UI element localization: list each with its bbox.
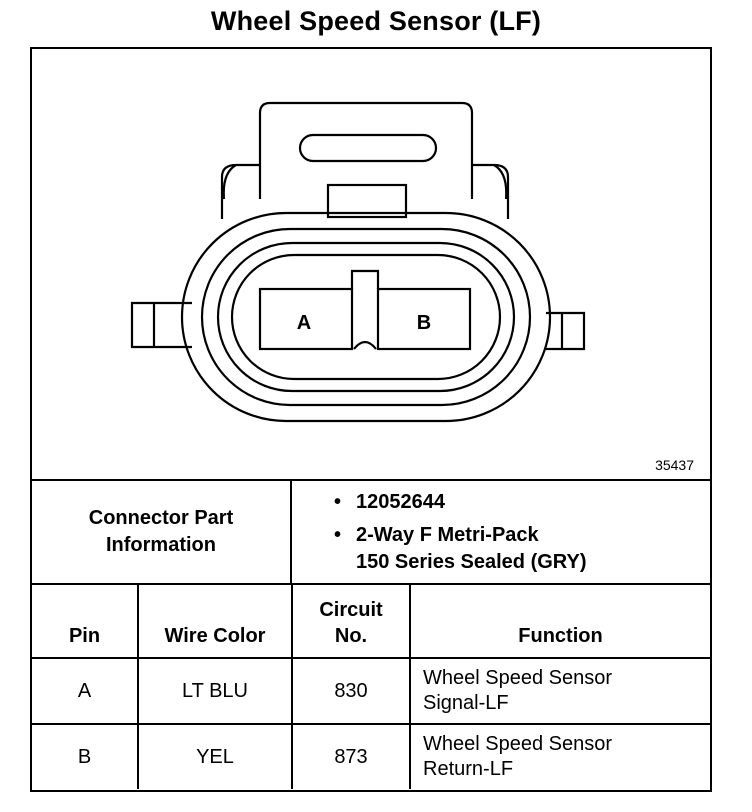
connector-face-drawing — [32, 49, 710, 479]
center-key — [352, 271, 378, 349]
connector-info-label — [32, 481, 292, 583]
connector-info-label-line1: Connector Part — [88, 507, 234, 529]
page-title: Wheel Speed Sensor (LF) — [210, 6, 542, 36]
table-row — [32, 658, 710, 724]
function-line1: Wheel Speed Sensor — [423, 733, 613, 755]
pin-label-a: A — [296, 312, 312, 334]
part-number-item — [334, 489, 587, 516]
cell-wire-color: LT BLU — [138, 658, 292, 724]
connector-description-line2: 150 Series Sealed (GRY) — [356, 551, 587, 573]
cell-function — [410, 658, 710, 724]
function-line2: Return-LF — [423, 758, 514, 780]
connector-shoulder — [222, 165, 508, 219]
connector-diagram — [32, 49, 710, 481]
figure-number: 35437 — [655, 457, 694, 473]
table-row — [32, 724, 710, 789]
connector-info-label-line2: Information — [106, 534, 216, 556]
right-ear — [546, 313, 584, 349]
table-header-row — [32, 585, 710, 658]
header-circuit-line1: Circuit — [319, 599, 383, 621]
cell-wire-color: YEL — [138, 724, 292, 789]
cell-pin: A — [32, 658, 138, 724]
cell-circuit: 830 — [292, 658, 410, 724]
header-wire-color: Wire Color — [138, 585, 292, 658]
connector-description-line1: • 2-Way F Metri-Pack — [356, 524, 539, 546]
header-circuit-line2: No. — [334, 625, 368, 647]
latch-slot — [300, 135, 436, 161]
cell-pin: B — [32, 724, 138, 789]
pinout-table — [32, 585, 710, 789]
function-line1: Wheel Speed Sensor — [423, 667, 613, 689]
cell-circuit: 873 — [292, 724, 410, 789]
connector-info-list — [334, 489, 587, 582]
connector-sheet — [30, 47, 712, 792]
connector-face — [232, 255, 500, 379]
pin-label-b: B — [416, 312, 432, 334]
header-pin: Pin — [32, 585, 138, 658]
connector-part-information — [32, 481, 710, 585]
connector-outer-shell — [182, 213, 550, 421]
header-circuit-no — [292, 585, 410, 658]
part-number: • 12052644 — [356, 491, 445, 513]
header-function: Function — [410, 585, 710, 658]
cell-function — [410, 724, 710, 789]
connector-description-item — [334, 522, 587, 576]
function-line2: Signal-LF — [423, 692, 509, 714]
